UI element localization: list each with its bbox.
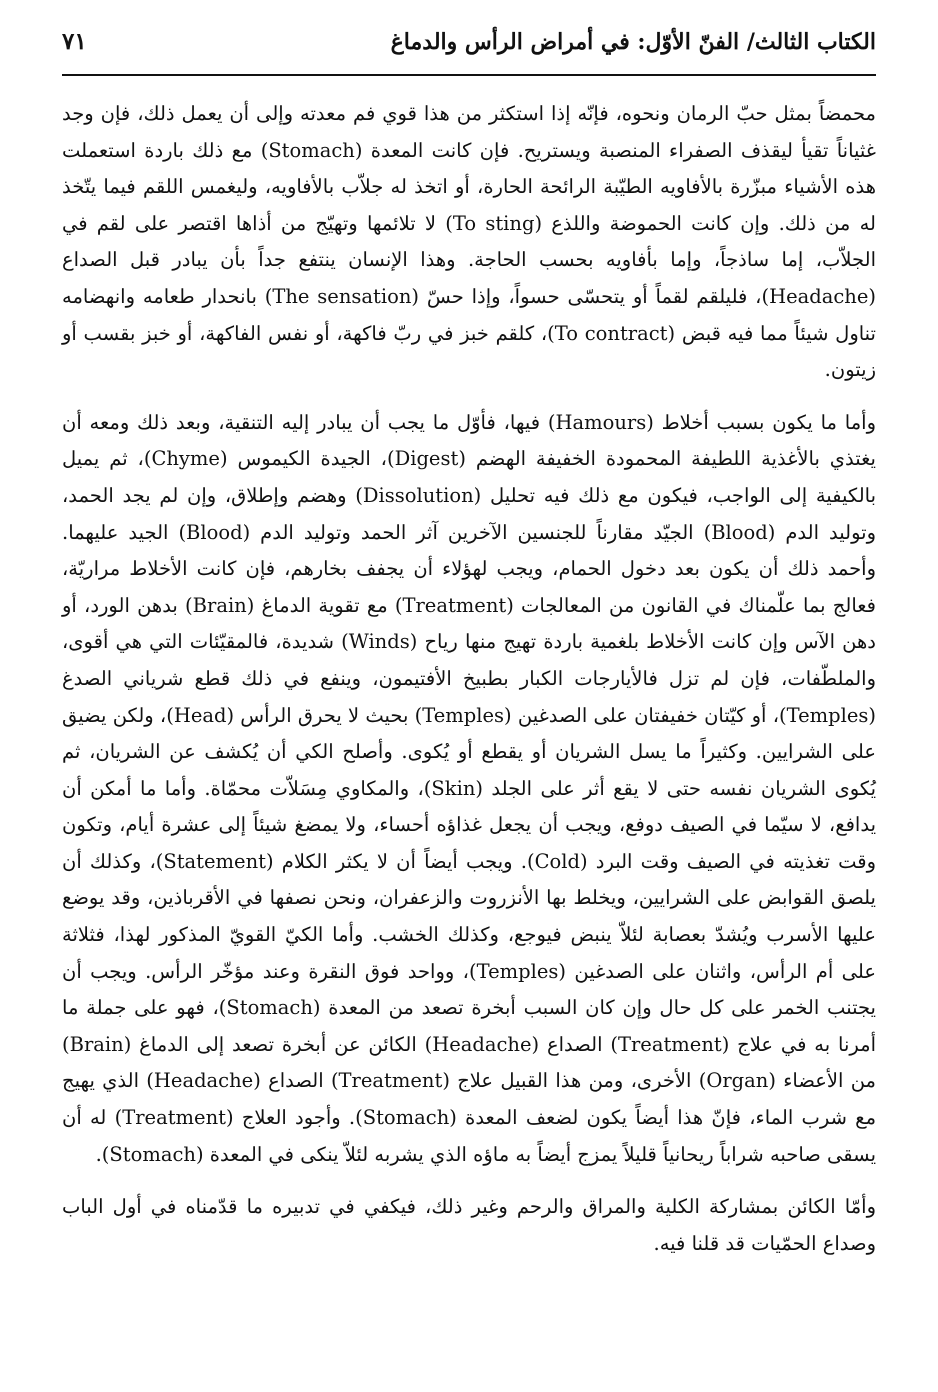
paragraph-1: محمضاً بمثل حبّ الرمان ونحوه، فإنّه إذا استكثر من هذا قوي فم معدته وإلى أن يعمل ذلك، فإن وجد غثياناً تقيأ ليقذف الصفراء المنصبة ويستريح. فإن كانت المعدة (Stomach) مع ذلك باردة استعملت هذه الأشياء مبزّرة بالأفاويه الطيّبة الرائحة الحارة، أو اتخذ له جلاّب بالأفاويه، وليغمس اللقم فيما يتّخذ له من ذلك. وإن كانت الحموضة واللذع (To sting) لا تلائمها وتهيّج من أذاها اقتصر على لقم في الجلاّب، إما ساذجاً، وإما بأفاويه بحسب الحاجة. وهذا الإنسان ينتفع جداً بأن يبادر قبل الصداع (Headache)، فليلقم لقماً أو يتحسّى حسواً، وإذا حسّ (The sensation) بانحدار طعامه وانهضامه تناول شيئاً مما فيه قبض (To contract)، كلقم خبز في ربّ فاكهة، أو نفس الفاكهة، أو خبز بقسب أو زيتون. [62, 102, 877, 382]
body-text [62, 96, 876, 1262]
paragraph-2: وأما ما يكون بسبب أخلاط (Hamours) فيها، فأوّل ما يجب أن يبادر إليه التنقية، وبعد ذلك ومعه أن يغتذي بالأغذية اللطيفة المحمودة الخفيفة الهضم (Digest)، الجيدة الكيموس (Chyme)، ثم يميل بالكيفية إلى الواجب، فيكون مع ذلك فيه تحليل (Dissolution) وهضم وإطلاق، وإن لم يجد الحمد، وتوليد الدم (Blood) الجيّد مقارناً للجنسين الآخرين آثر الحمد وتوليد الدم (Blood) الجيد عليهما. وأحمد ذلك أن يكون بعد دخول الحمام، ويجب لهؤلاء أن يجفف بخارهم، فإن كانت الأخلاط مراريّة، فعالج بما علّمناك في القانون من المعالجات (Treatment) مع تقوية الدماغ (Brain) بدهن الورد، أو دهن الآس وإن كانت الأخلاط بلغمية باردة تهيج منها رياح (Winds) شديدة، فالمقيّئات التي هي أقوى، والملطّفات، فإن لم تزل فالأيارجات الكبار بطبيخ الأفتيمون، وينفع في ذلك قطع شرياني الصدغ (Temples)، أو كيّتان خفيفتان على الصدغين (Temples) بحيث لا يحرق الرأس (Head)، ولكن يضيق على الشرايين. وكثيراً ما يسل الشريان أو يقطع أو يُكوى. وأصلح الكي أن يُكشف عن الشريان، ثم يُكوى الشريان نفسه حتى لا يقع أثر على الجلد (Skin)، والمكاوي مِسَلاّت محمّاة. وأما ما أمكن أن يدافع، لا سيّما في الصيف دوفع، ويجب أن يجعل غذاؤه أحساء، ولا يمضغ شيئاً إلى عشرة أيام، وتكون وقت تغذيته في الصيف وقت البرد (Cold). ويجب أيضاً أن لا يكثر الكلام (Statement)، وكذلك أن يلصق القوابض على الشرايين، ويخلط بها الأنزروت والزعفران، ونحن نصفها في الأقرباذين، وقد يوضع عليها الأسرب ويُشدّ بعصابة لئلاّ ينبض فيوجع، وكذلك الخشب. وأما الكيّ القويّ المذكور لهذا، فثلاثة على أم الرأس، واثنان على الصدغين (Temples)، وواحد فوق النقرة وعند مؤخّر الرأس. ويجب أن يجتنب الخمر على كل حال وإن كان السبب أبخرة تصعد من المعدة (Stomach)، فهو على جملة ما أمرنا به في علاج (Treatment) الصداع (Headache) الكائن عن أبخرة تصعد إلى الدماغ (Brain) من الأعضاء (Organ) الأخرى، ومن هذا القبيل علاج (Treatment) الصداع (Headache) الذي يهيج مع شرب الماء، فإنّ هذا أيضاً يكون لضعف المعدة (Stomach). وأجود العلاج (Treatment) له أن يسقى صاحبه شراباً ريحانياً قليلاً يمزج أيضاً به ماؤه الذي يشربه لئلاّ ينكى في المعدة (Stomach). [62, 410, 877, 1166]
header-title: الكتاب الثالث/ الفنّ الأوّل: في أمراض الرأس والدماغ [390, 29, 876, 55]
running-header [62, 22, 876, 68]
header-divider [62, 74, 876, 76]
book-page [62, 22, 876, 1362]
page-number: ٧١ [62, 28, 87, 55]
paragraph-3: وأمّا الكائن بمشاركة الكلية والمراق والرحم وغير ذلك، فيكفي في تدبيره ما قدّمناه في أول الباب وصداع الحمّيات قد قلنا فيه. [62, 1195, 876, 1255]
